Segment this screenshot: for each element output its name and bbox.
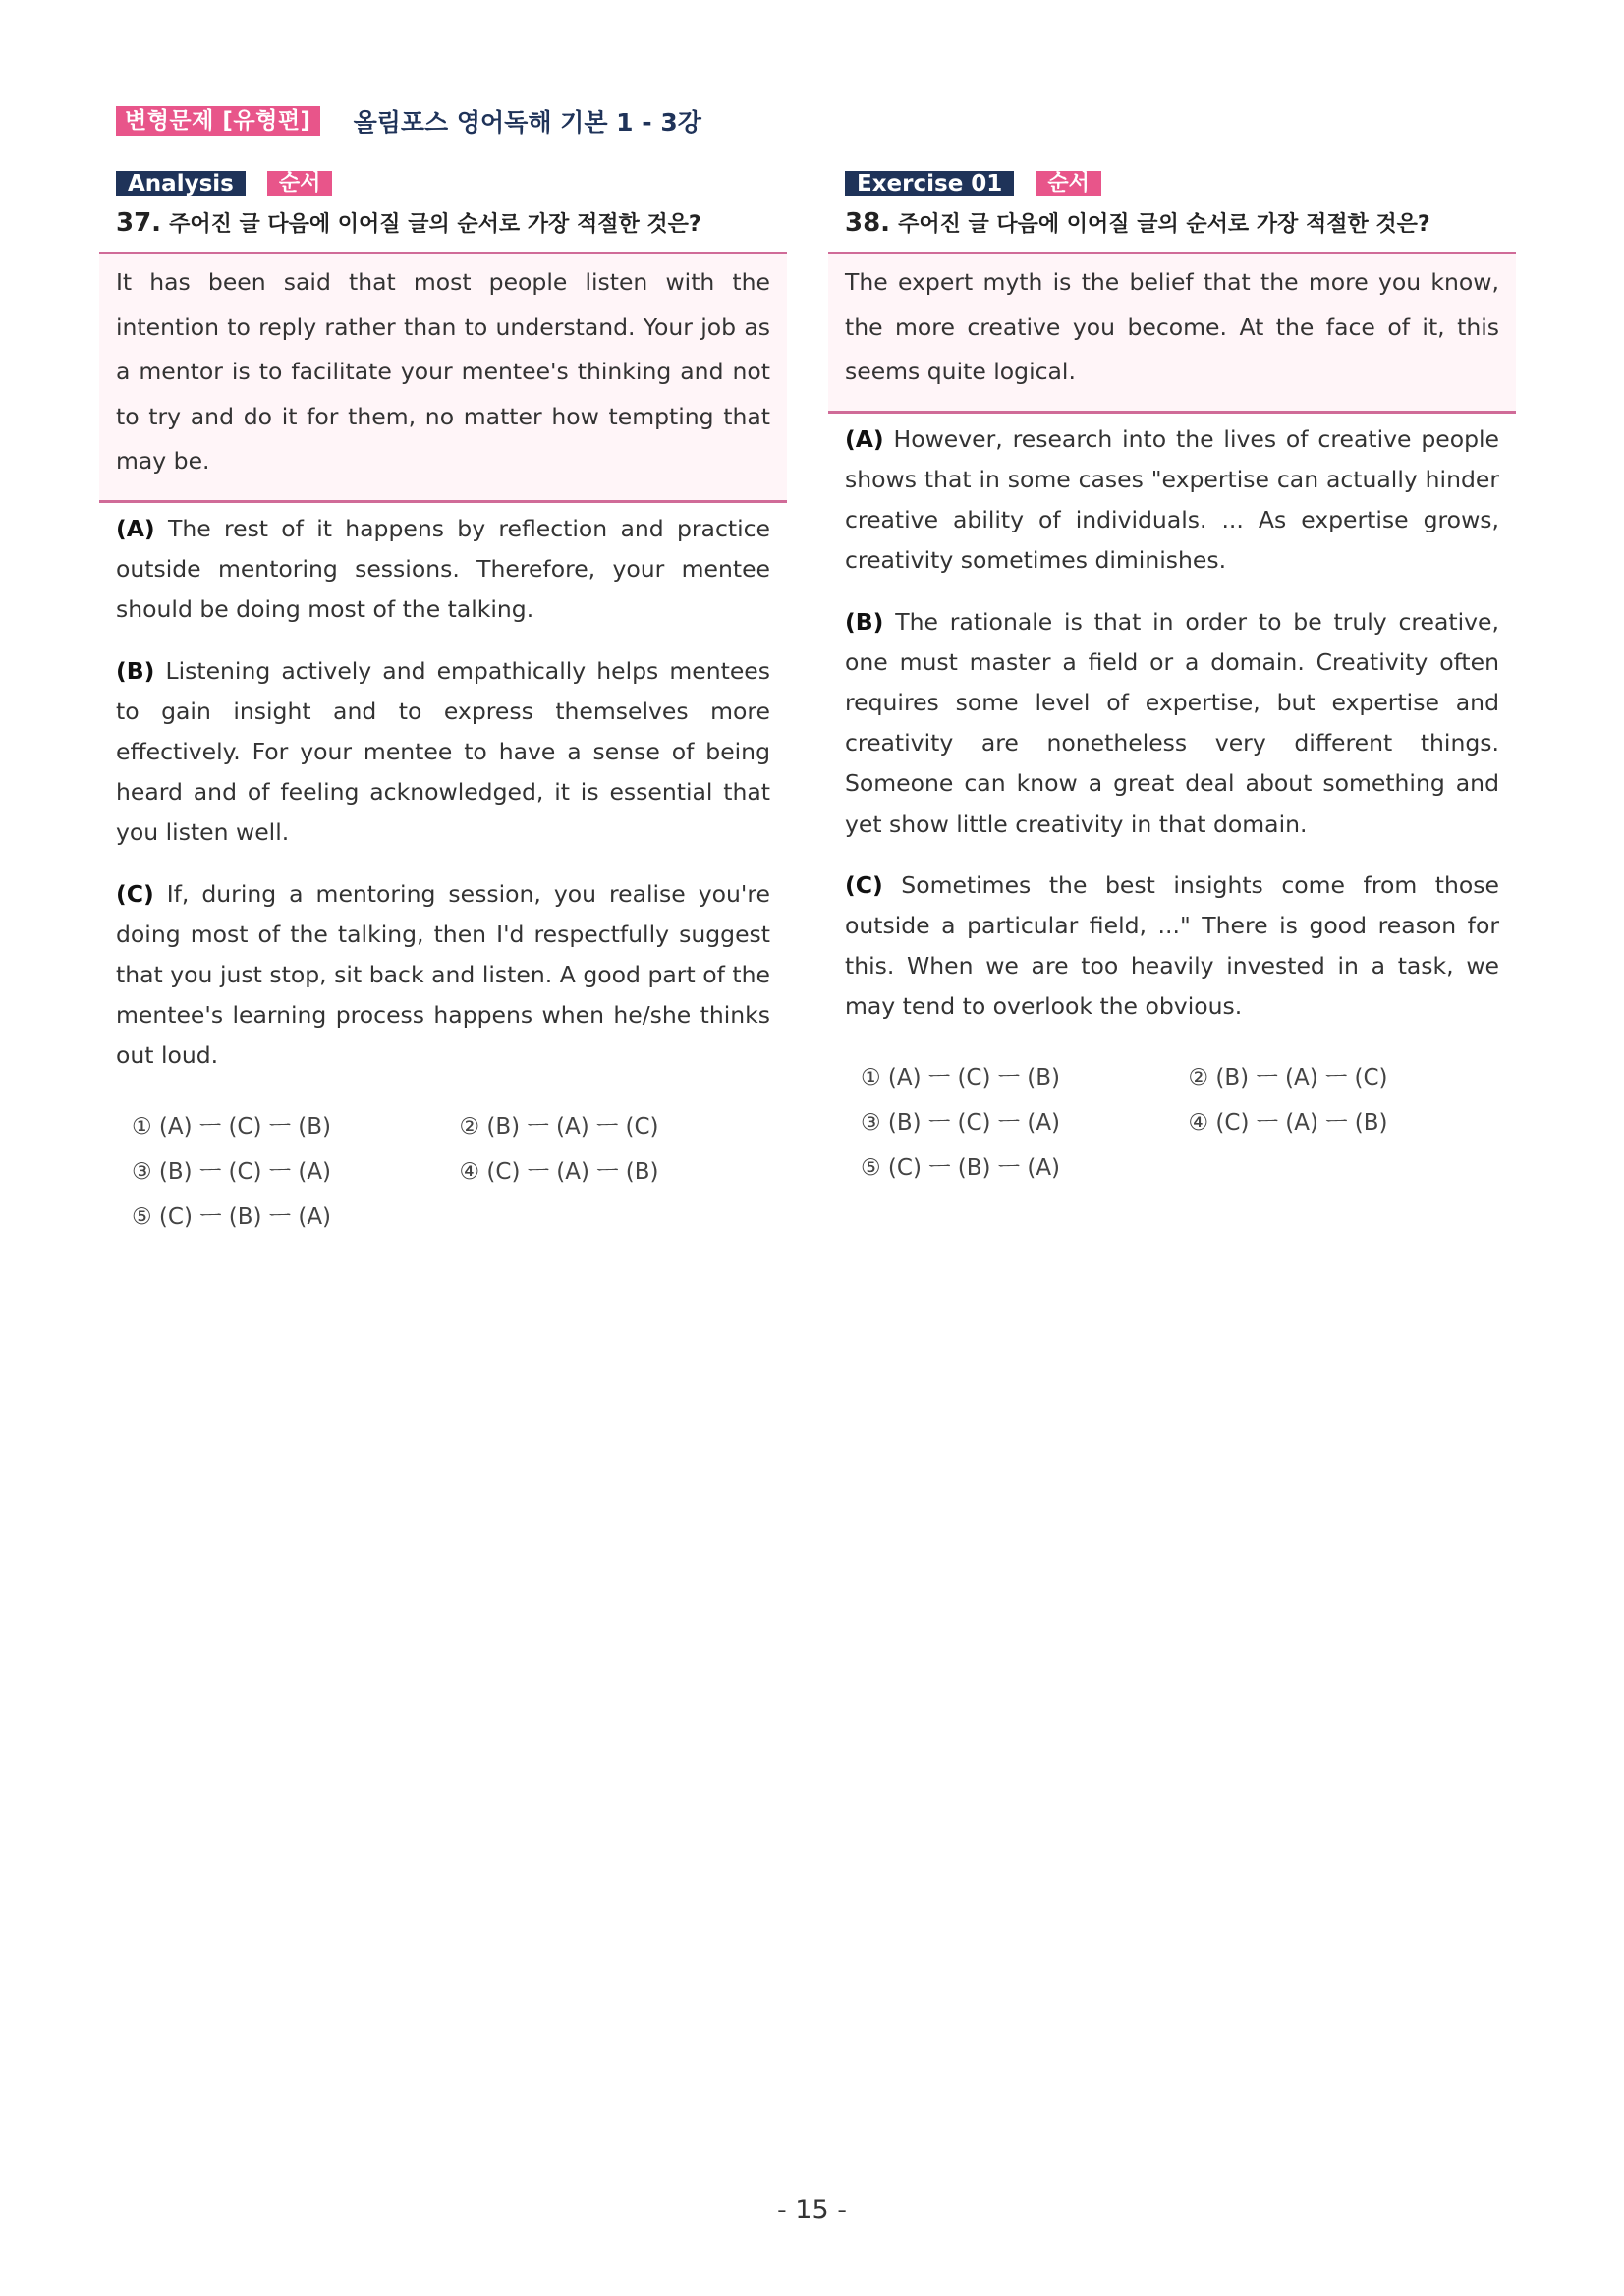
question-text: 주어진 글 다음에 이어질 글의 순서로 가장 적절한 것은? — [898, 212, 1430, 237]
choice-1[interactable]: ① (A) ㅡ (C) ㅡ (B) — [861, 1064, 1061, 1091]
paragraph-text: Sometimes the best insights come from those outside a particular field, ..." There is good reason for this. When we are too heavily invested in a task, we may tend to overlook the obvious. — [845, 870, 1499, 1021]
paragraph-text: Listening actively and empathically helps mentees to gain insight and to express themselves more effectively. For your mentee to have a sense of being heard and of feeling acknowledged, it is essential that you listen well. — [116, 656, 770, 847]
question-38 — [845, 206, 1516, 240]
paragraph-marker: (B) — [845, 607, 884, 636]
paragraph-marker: (C) — [845, 870, 883, 899]
question-labels — [845, 170, 1516, 196]
intro-passage: It has been said that most people listen with the intention to reply rather than to understand. Your job as a mentor is to facilitate your mentee's thinking and not to try and do it for them, no matter how tempting that may be. — [99, 252, 787, 503]
header-title: 올림포스 영어독해 기본 1 - 3강 — [353, 108, 701, 137]
paragraph-b — [116, 651, 770, 854]
paragraph-b — [845, 602, 1499, 845]
question-labels — [116, 170, 787, 196]
exercise-label: Exercise 01 — [845, 171, 1014, 196]
paragraph-a — [116, 509, 770, 631]
answer-choices — [861, 1055, 1516, 1191]
answer-choices — [132, 1104, 787, 1240]
page-number: - 15 - — [776, 2195, 847, 2225]
question-text: 주어진 글 다음에 이어질 글의 순서로 가장 적절한 것은? — [169, 212, 701, 237]
choice-2[interactable]: ② (B) ㅡ (A) ㅡ (C) — [459, 1113, 659, 1140]
choice-3[interactable]: ③ (B) ㅡ (C) ㅡ (A) — [861, 1109, 1061, 1136]
paragraph-text: The rationale is that in order to be truly creative, one must master a field or a domain. Creativity often requires some level of expertise, but expertise and creativity are nonetheless very different things. Someone can know a great deal about something and yet show little creativity in that domain. — [845, 607, 1499, 838]
paragraph-marker: (A) — [116, 514, 155, 542]
type-label: 순서 — [267, 171, 333, 196]
choice-3[interactable]: ③ (B) ㅡ (C) ㅡ (A) — [132, 1158, 332, 1185]
paragraph-text: However, research into the lives of creative people shows that in some cases "expertise can actually hinder creative ability of individuals. ... As expertise grows, creativity sometimes diminishes. — [845, 424, 1499, 575]
question-37 — [116, 206, 787, 240]
type-label: 순서 — [1036, 171, 1101, 196]
analysis-label: Analysis — [116, 171, 246, 196]
question-38-column — [828, 170, 1516, 1191]
choice-2[interactable]: ② (B) ㅡ (A) ㅡ (C) — [1188, 1064, 1388, 1091]
choice-4[interactable]: ④ (C) ㅡ (A) ㅡ (B) — [459, 1158, 659, 1185]
paragraph-c — [116, 874, 770, 1077]
choice-4[interactable]: ④ (C) ㅡ (A) ㅡ (B) — [1188, 1109, 1388, 1136]
page-header — [116, 104, 701, 138]
paragraph-marker: (B) — [116, 656, 155, 685]
choice-5[interactable]: ⑤ (C) ㅡ (B) ㅡ (A) — [861, 1154, 1061, 1181]
paragraph-c — [845, 866, 1499, 1028]
header-tag: 변형문제 [유형편] — [116, 106, 320, 136]
question-number: 37. — [116, 208, 162, 238]
choice-5[interactable]: ⑤ (C) ㅡ (B) ㅡ (A) — [132, 1204, 332, 1230]
question-number: 38. — [845, 208, 891, 238]
intro-passage: The expert myth is the belief that the more you know, the more creative you become. At the face of it, this seems quite logical. — [828, 252, 1516, 414]
paragraph-text: If, during a mentoring session, you realise you're doing most of the talking, then I'd respectfully suggest that you just stop, sit back and listen. A good part of the mentee's learning process happens when he/she thinks out loud. — [116, 879, 770, 1070]
paragraph-marker: (A) — [845, 424, 884, 453]
choice-1[interactable]: ① (A) ㅡ (C) ㅡ (B) — [132, 1113, 332, 1140]
question-37-column — [99, 170, 787, 1240]
paragraph-marker: (C) — [116, 879, 154, 908]
paragraph-text: The rest of it happens by reflection and practice outside mentoring sessions. Therefore, your mentee should be doing most of the talking. — [116, 514, 770, 624]
paragraph-a — [845, 420, 1499, 582]
